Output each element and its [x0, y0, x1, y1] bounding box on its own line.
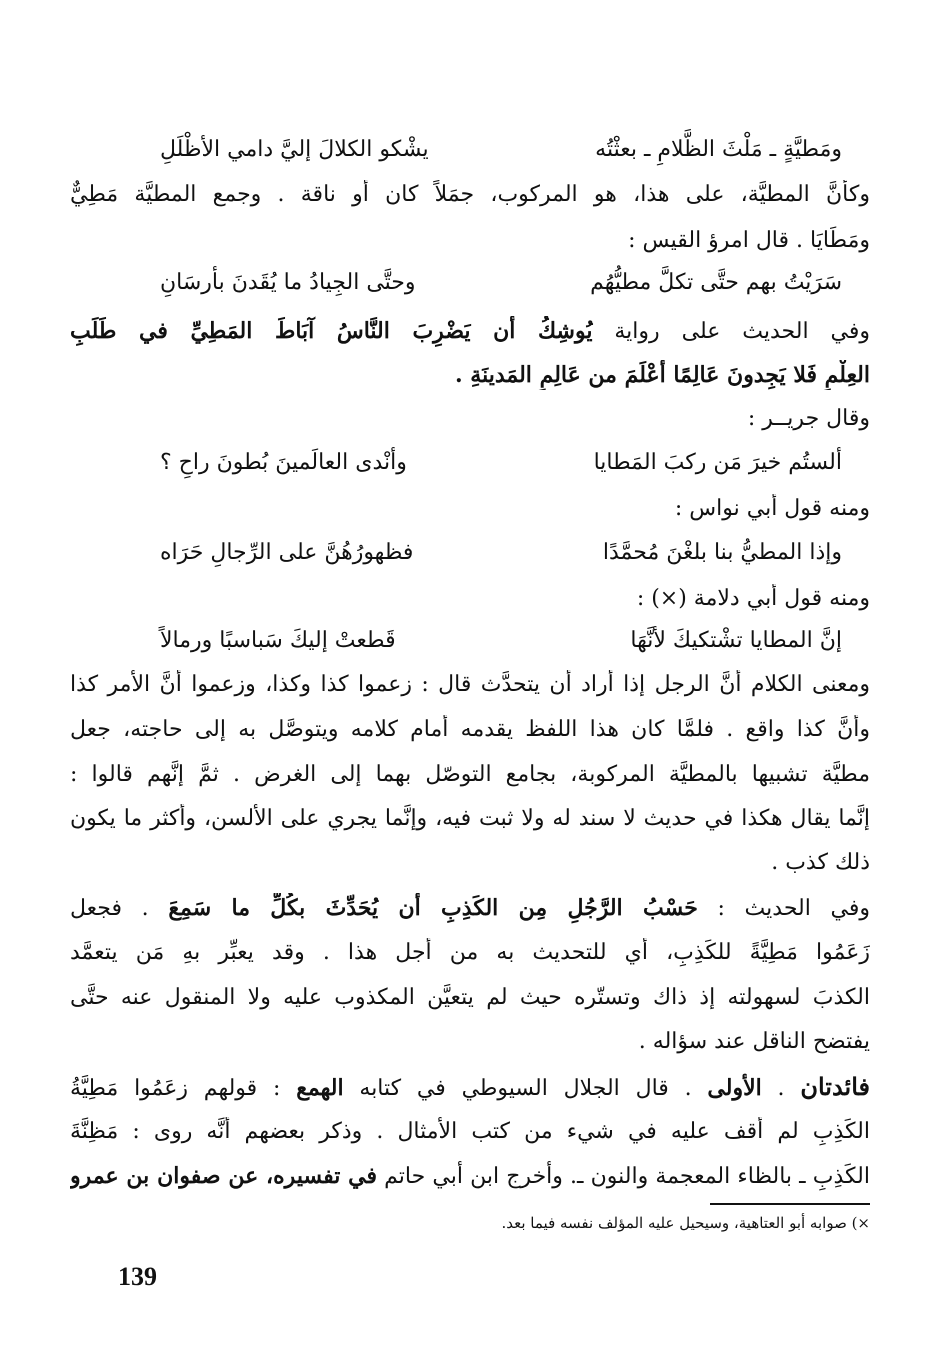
paragraph-line: الكَذِبِ لم أقف عليه في شيء من كتب الأمثال . وذكر بعضهم أنَّه روى : مَظِنَّةَ: [70, 1119, 870, 1144]
plain-text: . قال الجلال السيوطي في كتابه: [343, 1076, 708, 1101]
hadith-line: العِلْمِ فَلا يَجِدونَ عَالِمًا أعْلَمَ من عَالِمِ المَدينَةِ .: [454, 362, 870, 388]
plain-text: : قولهم زعَمُوا مَطِيَّةُ: [70, 1076, 297, 1101]
plain-text: . فجعل: [70, 896, 169, 921]
paragraph-line: وقال جريــر :: [747, 406, 870, 431]
paragraph-line: الكذبَ لسهولته إذ ذاك وتستّره حيث لم يتعيَّن المكذوب عليه ولا المنقول عنه حتَّى: [70, 985, 870, 1010]
paragraph-line: [70, 1161, 870, 1192]
book-title: الهمع: [296, 1075, 344, 1101]
plain-text: وفي الحديث :: [697, 896, 870, 921]
section-heading: فائدتان: [800, 1072, 870, 1101]
verse-hemistich-right: سَرَيْتُ بهم حتَّى تكلَّ مطيُّهُم: [590, 270, 842, 295]
hadith-text: يُوشِكُ أن يَضْرِبَ النَّاسُ آبَاطَ المَطِيِّ في طَلَبِ: [70, 318, 593, 344]
footnote: ×) صوابه أبو العتاهية، وسيحيل عليه المؤلف نفسه فيما بعد.: [501, 1214, 870, 1232]
paragraph-line: مطيَّة تشبيها بالمطيَّة المركوبة، بجامع التوصّل بهما إلى الغرض . ثمَّ إنَّهم قالوا :: [70, 762, 870, 787]
footnote-separator: [710, 1203, 870, 1205]
paragraph-line: ومنه قول أبي نواس :: [674, 496, 870, 521]
hadith-text: حَسْبُ الرَّجُلِ مِن الكَذِبِ أن يُحَدِّثَ بكُلِّ ما سَمِعَ: [168, 895, 698, 921]
paragraph-line: وكأنَّ المطيَّة، على هذا، هو المركوب، جمَلاً كان أو ناقة . وجمع المطيَّة مَطِيٌّ: [70, 182, 870, 207]
verse-hemistich-left: وحتَّى الجِيادُ ما يُقَدنَ بأرسَانِ: [160, 270, 416, 295]
paragraph-line: [70, 316, 870, 347]
verse-hemistich-right: وإذا المطيُّ بنا بلغْنَ مُحمَّدًا: [602, 540, 842, 565]
verse-hemistich-left: قَطعتْ إليكَ سَباسبًا ورمالاً: [160, 628, 396, 653]
paragraph-line: [70, 1072, 870, 1104]
plain-text: وفي الحديث على رواية: [592, 319, 870, 344]
verse-hemistich-left: وأنْدى العالَمينَ بُطونَ راحِ ؟: [160, 450, 407, 475]
subheading: الأولى: [707, 1075, 762, 1101]
paragraph-line: ومنه قول أبي دلامة (×) :: [636, 586, 870, 611]
verse-hemistich-left: فظهورُهُنَّ على الرِّجالِ حَرَاه: [160, 540, 414, 565]
paragraph-line: [70, 893, 870, 924]
paragraph-line: إنَّما يقال هكذا في حديث لا سند له ولا ثبت فيه، وإنَّما يجري على الألسن، وأكثر ما يكون: [70, 806, 870, 831]
bold-text: في تفسيره، عن صفوان بن عمرو: [70, 1163, 378, 1189]
paragraph-line: ومعنى الكلام أنَّ الرجل إذا أراد أن يتحدَّث قال : زعموا كذا وكذا، وزعموا أنَّ الأمر كذا: [70, 672, 870, 697]
paragraph-line: يفتضح الناقل عند سؤاله .: [638, 1029, 870, 1054]
verse-hemistich-left: يشْكو الكلالَ إليَّ دامي الأظْلَلِ: [160, 137, 429, 162]
verse-hemistich-right: ألستُم خيرَ مَن ركبَ المَطايا: [593, 450, 842, 475]
plain-text: .: [761, 1076, 801, 1101]
paragraph-line: زَعَمُوا مَطِيَّةً للكَذِبِ، أي للتحديث به من أجل هذا . وقد يعبِّر بهِ مَن يتعمَّد: [70, 940, 870, 965]
paragraph-line: ومَطَايَا . قال امرؤ القيس :: [628, 228, 870, 253]
paragraph-line: ذلك كذب .: [771, 850, 870, 875]
verse-hemistich-right: إنَّ المطايا تشْتكيكَ لأنَّهَا: [630, 628, 842, 653]
plain-text: الكَذِبِ ـ بالظاء المعجمة والنون ـ. وأخرج ابن أبي حاتم: [377, 1164, 870, 1189]
page-number: 139: [118, 1262, 157, 1291]
verse-hemistich-right: ومَطيَّةٍ ـ مَلْثَ الظَّلامِ ـ بعثْتُه: [595, 137, 842, 162]
paragraph-line: وأنَّ كذا واقع . فلمَّا كان هذا اللفظ يقدمه أمام كلامه ويتوصَّل به إلى حاجته، جعل: [70, 717, 870, 742]
